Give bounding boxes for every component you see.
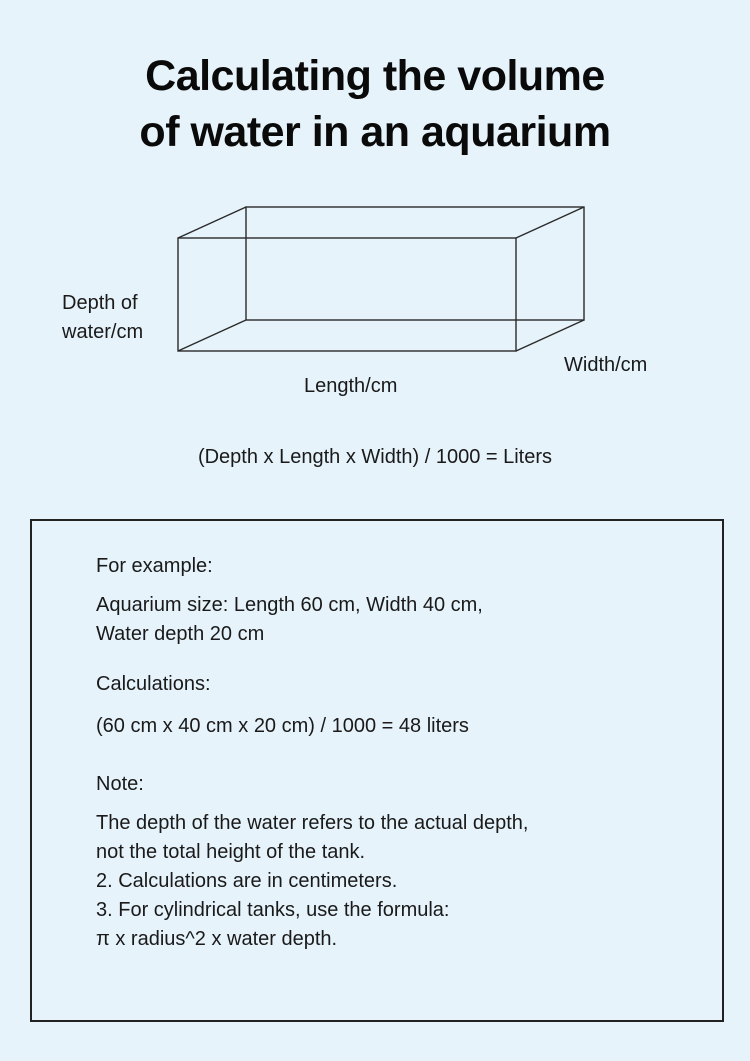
length-label: Length/cm	[304, 375, 398, 397]
note-line: 2. Calculations are in centimeters.	[96, 870, 398, 892]
aquarium-edge-top-left	[178, 207, 246, 238]
depth-label-line-1: Depth of	[62, 292, 138, 314]
calculations-heading: Calculations:	[96, 673, 211, 695]
aquarium-size-line-1: Aquarium size: Length 60 cm, Width 40 cm,	[96, 594, 483, 616]
volume-formula: (Depth x Length x Width) / 1000 = Liters	[197, 446, 553, 468]
width-label: Width/cm	[564, 354, 648, 376]
aquarium-size-line-2: Water depth 20 cm	[96, 623, 265, 645]
depth-label-line-2: water/cm	[62, 321, 144, 343]
depth-label	[62, 289, 143, 347]
aquarium-edge-bottom-right	[516, 320, 584, 351]
aquarium-front-face	[178, 238, 516, 351]
note-line: π x radius^2 x water depth.	[96, 928, 338, 950]
aquarium-size-text	[96, 591, 483, 649]
note-list	[96, 809, 529, 954]
aquarium-edge-bottom-left	[178, 320, 246, 351]
note-line: 3. For cylindrical tanks, use the formula:	[96, 899, 450, 921]
note-line: not the total height of the tank.	[96, 841, 366, 863]
title-line-2: of water in an aquarium	[139, 108, 611, 156]
note-line: The depth of the water refers to the actual depth,	[96, 812, 529, 834]
aquarium-edge-top-right	[516, 207, 584, 238]
example-heading: For example:	[96, 555, 213, 577]
calculation-line: (60 cm x 40 cm x 20 cm) / 1000 = 48 liters	[96, 715, 469, 737]
title-line-1: Calculating the volume	[145, 52, 605, 100]
note-heading: Note:	[96, 773, 144, 795]
aquarium-back-face	[246, 207, 584, 320]
